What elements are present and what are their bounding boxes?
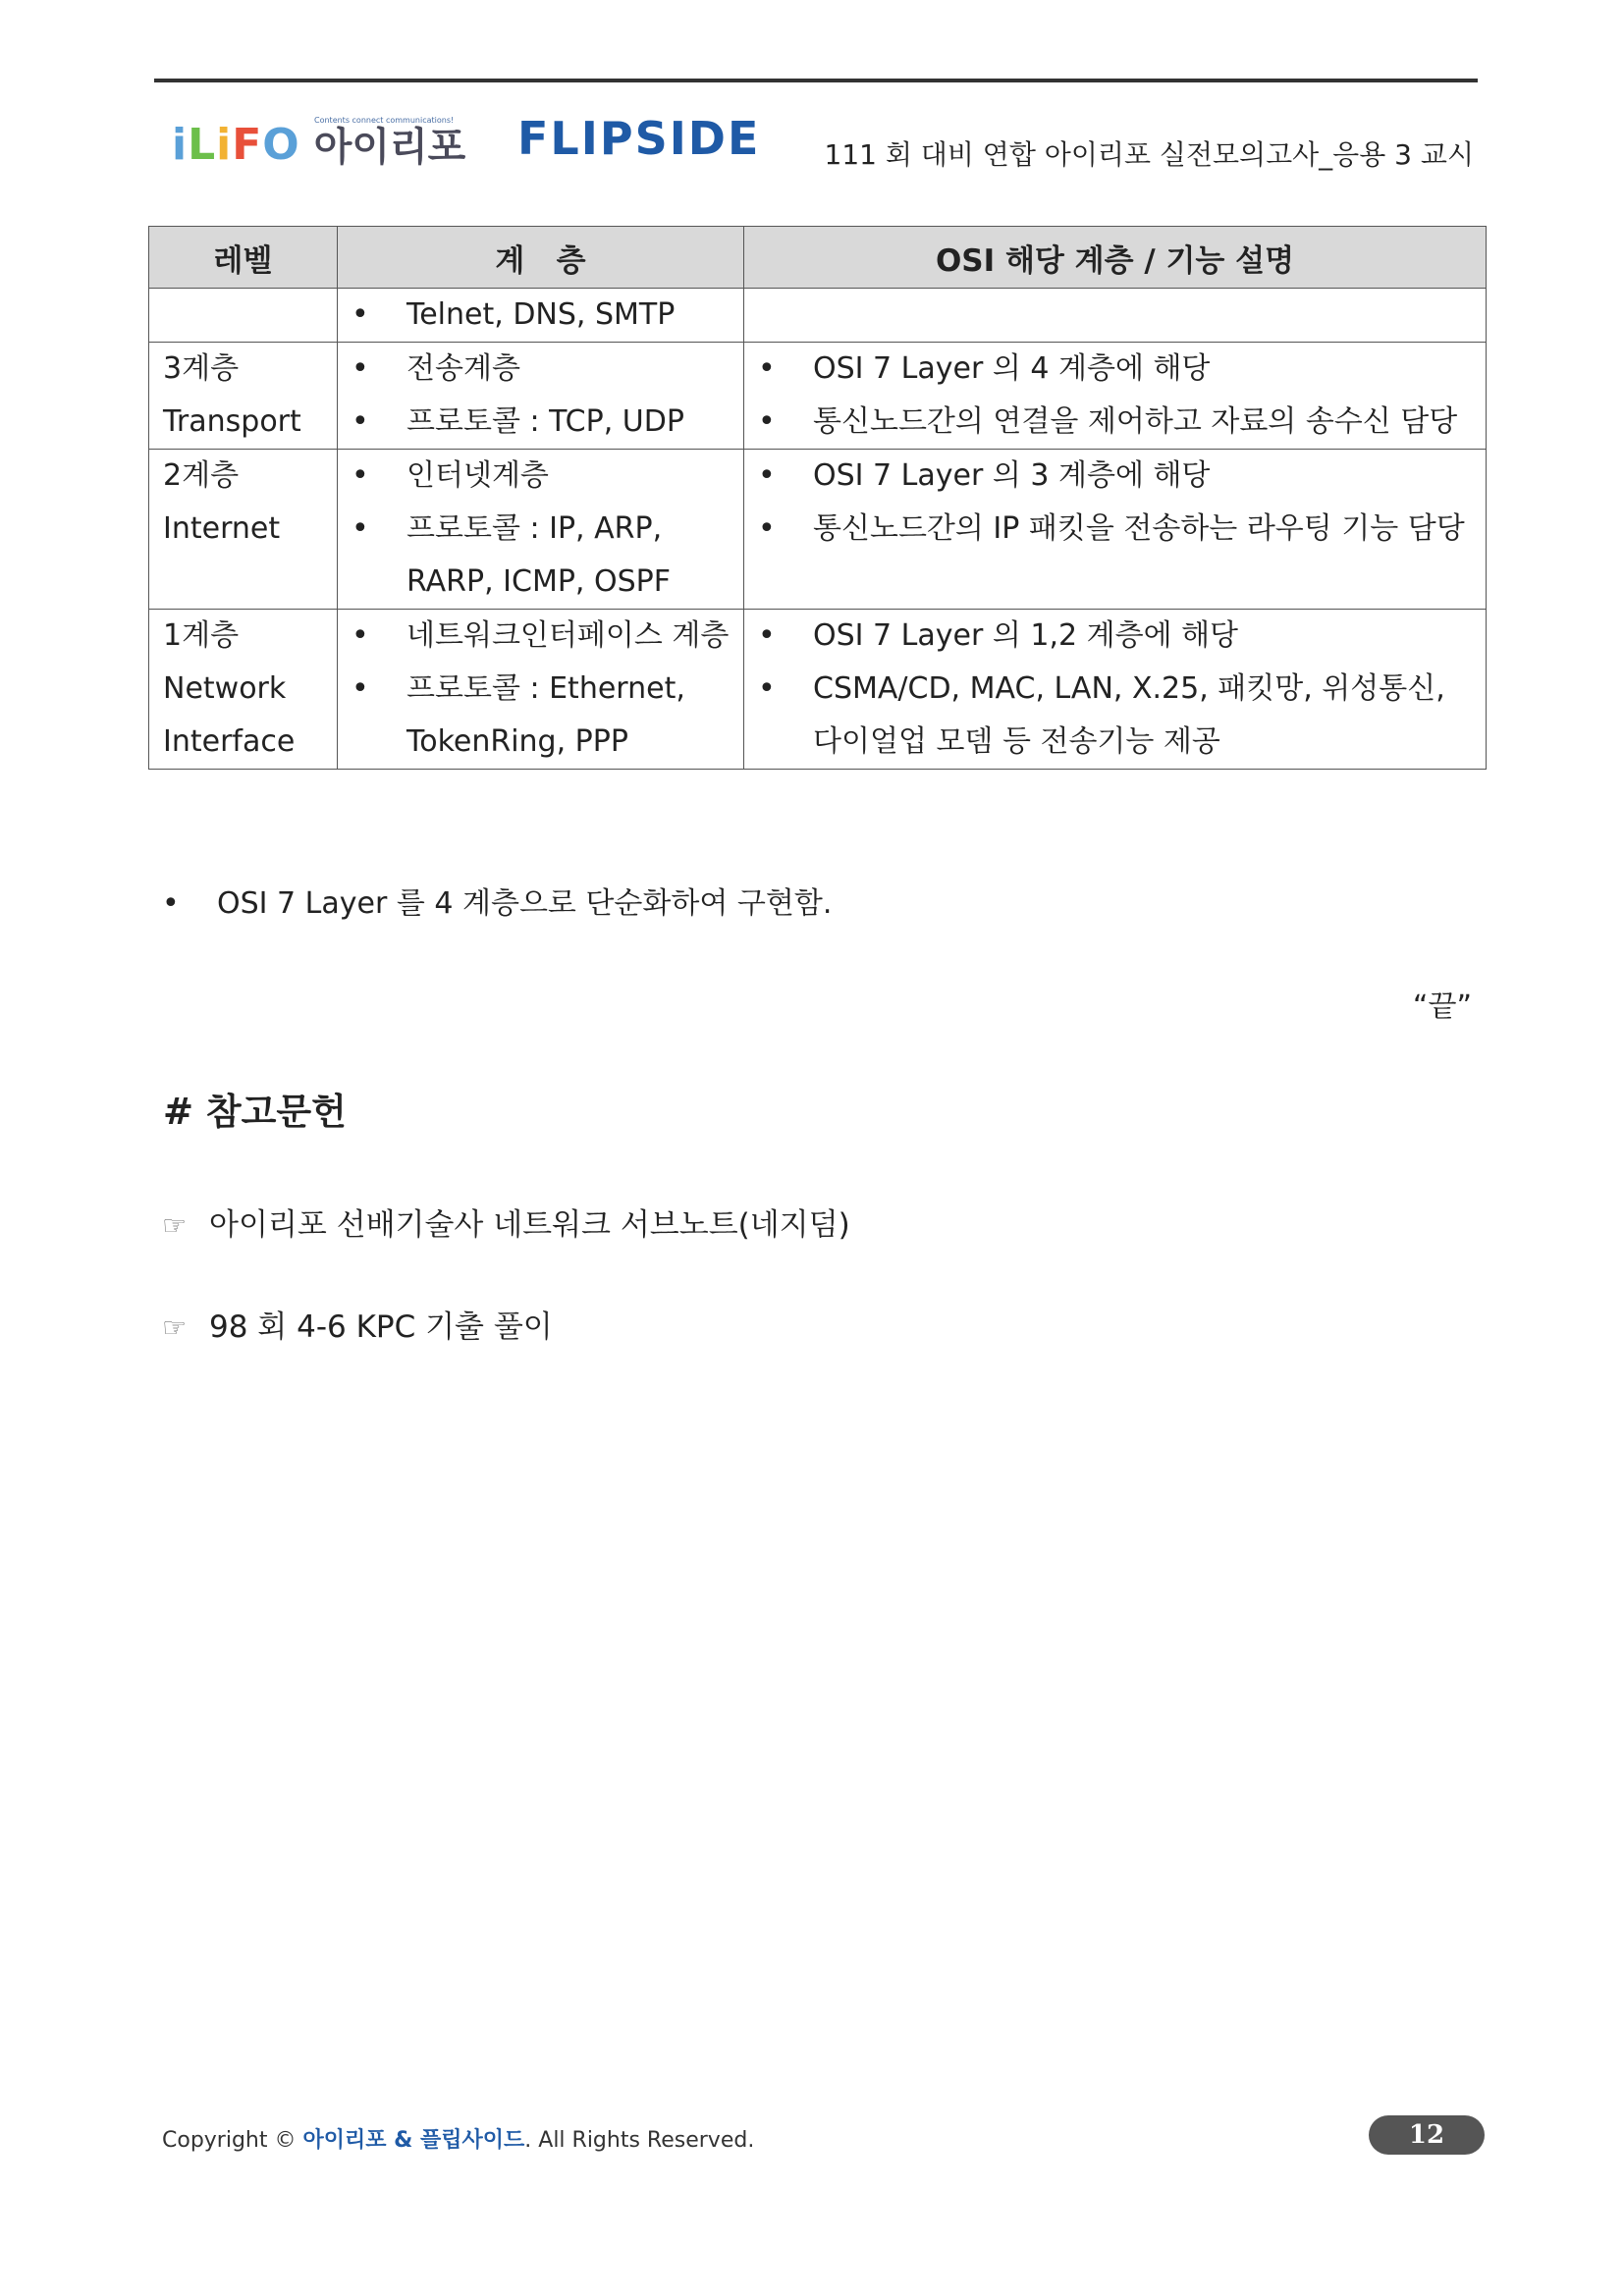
bullet: • [162, 886, 180, 921]
bullet-item: • 프로토콜 : TCP, UDP [352, 396, 730, 449]
table-row [149, 450, 1487, 610]
table-row [149, 343, 1487, 450]
description-cell [744, 289, 1487, 343]
header-rule [154, 79, 1478, 82]
table-row [149, 610, 1487, 770]
layer-cell [338, 289, 744, 343]
description-cell [744, 343, 1487, 450]
pointing-hand-icon: ☞ [162, 1311, 188, 1344]
bullet-list [352, 343, 730, 449]
bullet-item: • 전송계층 [352, 343, 730, 396]
table-header-row [149, 227, 1487, 289]
level-cell [149, 343, 338, 450]
level-text: Internet [163, 511, 281, 546]
ilifo-letter: i [216, 120, 233, 170]
bullet-item: • OSI 7 Layer 의 3 계층에 해당 [758, 450, 1472, 503]
bullet-list [352, 610, 730, 769]
bullet-list [758, 343, 1472, 449]
page-number-badge: 12 [1369, 2115, 1485, 2155]
bullet-item: • OSI 7 Layer 의 4 계층에 해당 [758, 343, 1472, 396]
reference-item [162, 1200, 850, 1244]
flipside-logo: FLIPSIDE [517, 112, 761, 165]
copyright-suffix: . All Rights Reserved. [524, 2128, 755, 2153]
ilifo-wordmark [172, 120, 300, 170]
reference-item [162, 1302, 553, 1346]
level-cell [149, 289, 338, 343]
level-text: 2계층 [163, 458, 240, 493]
column-header-level: 레벨 [149, 227, 338, 289]
column-header-description: OSI 해당 계층 / 기능 설명 [744, 227, 1487, 289]
ilifo-logo [172, 112, 466, 170]
bullet-item: • CSMA/CD, MAC, LAN, X.25, 패킷망, 위성통신, 다이얼업 모뎀 등 전송기능 제공 [758, 663, 1472, 769]
bullet-item: • OSI 7 Layer 의 1,2 계층에 해당 [758, 610, 1472, 663]
bullet-list [352, 450, 730, 609]
level-text: Network [163, 671, 287, 706]
bullet-item: • 프로토콜 : IP, ARP, RARP, ICMP, OSPF [352, 503, 730, 609]
bullet-item: • 네트워크인터페이스 계층 [352, 610, 730, 663]
ilifo-letter: O [262, 120, 300, 170]
copyright-prefix: Copyright © [162, 2128, 297, 2153]
ilifo-korean-name: 아이리포 [313, 125, 466, 170]
bullet-item: • Telnet, DNS, SMTP [352, 289, 730, 342]
ilifo-letter: F [232, 120, 263, 170]
column-header-layer: 계 층 [338, 227, 744, 289]
ilifo-tagline: Contents connect communications! [314, 116, 455, 125]
bullet-list [758, 450, 1472, 556]
bullet-item: • 프로토콜 : Ethernet, TokenRing, PPP [352, 663, 730, 769]
level-cell [149, 610, 338, 770]
summary-note [162, 879, 832, 922]
copyright-brand: 아이리포 & 플립사이드 [302, 2128, 525, 2153]
tcpip-layer-table [148, 226, 1487, 770]
document-title: 111 회 대비 연합 아이리포 실전모의고사_응용 3 교시 [824, 138, 1474, 171]
layer-cell [338, 343, 744, 450]
reference-text: 아이리포 선배기술사 네트워크 서브노트(네지덤) [209, 1207, 850, 1243]
copyright-footer [162, 2123, 754, 2154]
bullet-item: • 인터넷계층 [352, 450, 730, 503]
bullet-item: • 통신노드간의 IP 패킷을 전송하는 라우팅 기능 담당 [758, 503, 1472, 556]
table-row [149, 289, 1487, 343]
bullet-list [758, 610, 1472, 769]
description-cell [744, 610, 1487, 770]
references-heading: # 참고문헌 [163, 1091, 347, 1133]
level-text: 3계층 [163, 351, 240, 386]
ilifo-letter: L [188, 120, 217, 170]
summary-text: OSI 7 Layer 를 4 계층으로 단순화하여 구현함. [217, 886, 833, 921]
level-cell [149, 450, 338, 610]
reference-text: 98 회 4-6 KPC 기출 풀이 [209, 1309, 553, 1345]
level-text: Transport [163, 404, 301, 439]
ilifo-letter: i [172, 120, 189, 170]
layer-cell [338, 450, 744, 610]
pointing-hand-icon: ☞ [162, 1209, 188, 1242]
level-text: Interface [163, 724, 296, 759]
end-mark: “끝” [1412, 989, 1472, 1024]
layer-cell [338, 610, 744, 770]
description-cell [744, 450, 1487, 610]
bullet-list [352, 289, 730, 342]
level-text: 1계층 [163, 618, 240, 653]
bullet-item: • 통신노드간의 연결을 제어하고 자료의 송수신 담당 [758, 396, 1472, 449]
